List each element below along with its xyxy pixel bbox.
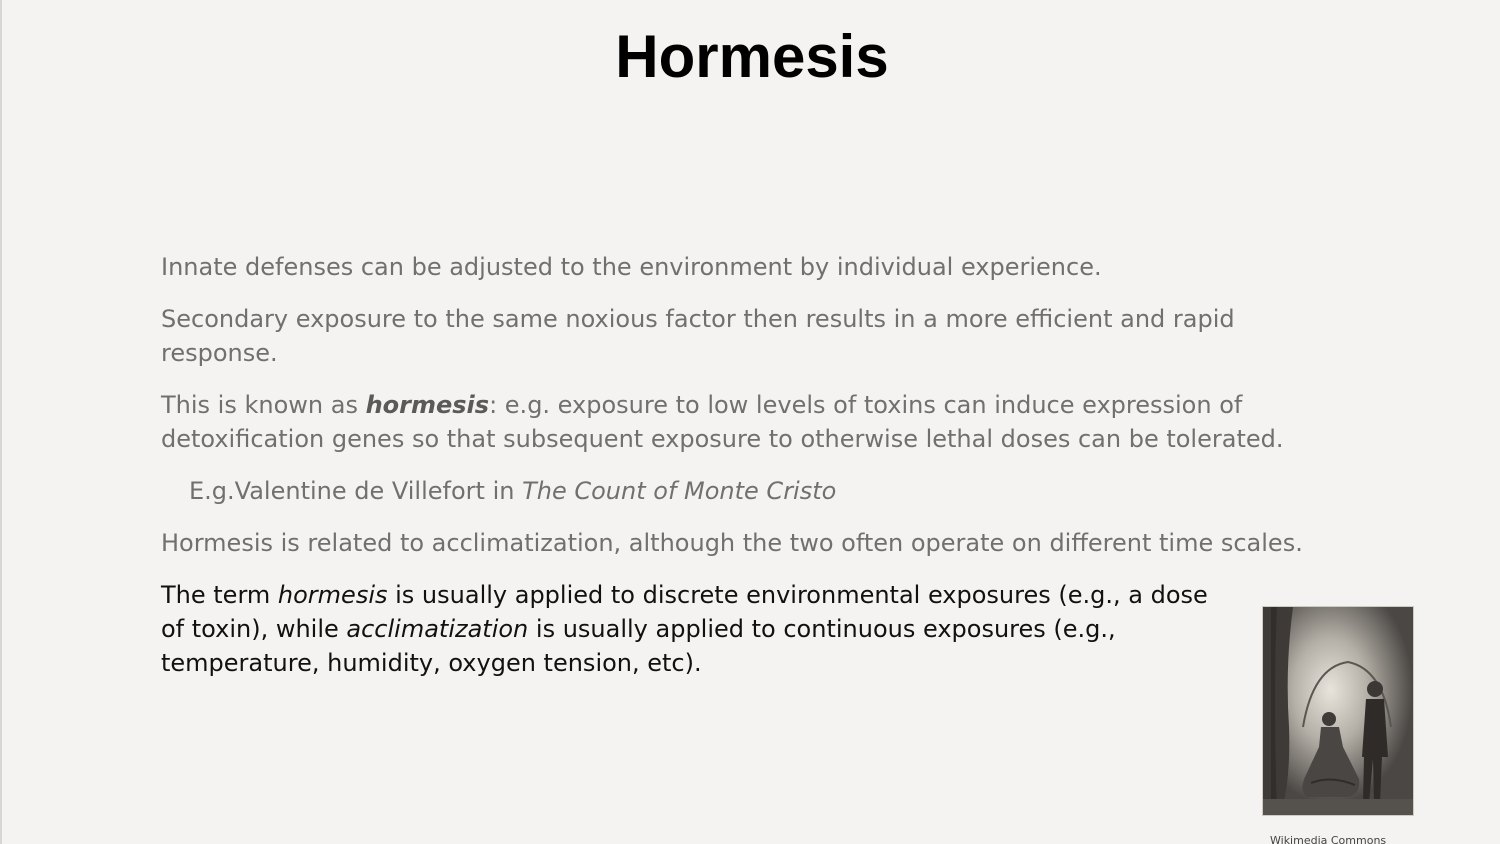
paragraph-acclimatization: Hormesis is related to acclimatization, although the two often operate on different time scales. xyxy=(161,529,1303,557)
term-acclimatization-italic: acclimatization xyxy=(346,615,529,643)
text-segment: is usually applied to discrete environmental exposures (e.g., a dose of toxin), while xyxy=(161,581,1208,643)
paragraph-innate-defenses: Innate defenses can be adjusted to the environment by individual experience. xyxy=(161,253,1102,281)
text-segment: is usually applied to continuous exposures (e.g., temperature, humidity, oxygen tension, etc). xyxy=(161,615,1116,677)
text-segment: The term xyxy=(161,581,278,609)
text-segment: E.g.Valentine de Villefort in xyxy=(189,477,523,505)
image-credit: Wikimedia Commons xyxy=(1270,834,1387,844)
engraving-illustration-icon xyxy=(1262,606,1414,816)
slide-title: Hormesis xyxy=(615,23,889,90)
slide-body xyxy=(161,250,1311,698)
paragraph-hormesis-definition xyxy=(161,388,1311,456)
text-segment: : e.g. exposure to low levels of toxins can induce expression of detoxification genes so that subsequent exposure to otherwise lethal doses can be tolerated. xyxy=(161,391,1284,453)
paragraph-secondary-exposure: Secondary exposure to the same noxious factor then results in a more efficient and rapid response. xyxy=(161,305,1235,367)
book-title: The Count of Monte Cristo xyxy=(522,477,837,505)
paragraph-terms-comparison xyxy=(161,578,1231,680)
paragraph-example xyxy=(161,474,1311,508)
term-hormesis-italic: hormesis xyxy=(277,581,388,609)
text-segment: This is known as xyxy=(161,391,366,419)
term-hormesis: hormesis xyxy=(365,391,490,419)
